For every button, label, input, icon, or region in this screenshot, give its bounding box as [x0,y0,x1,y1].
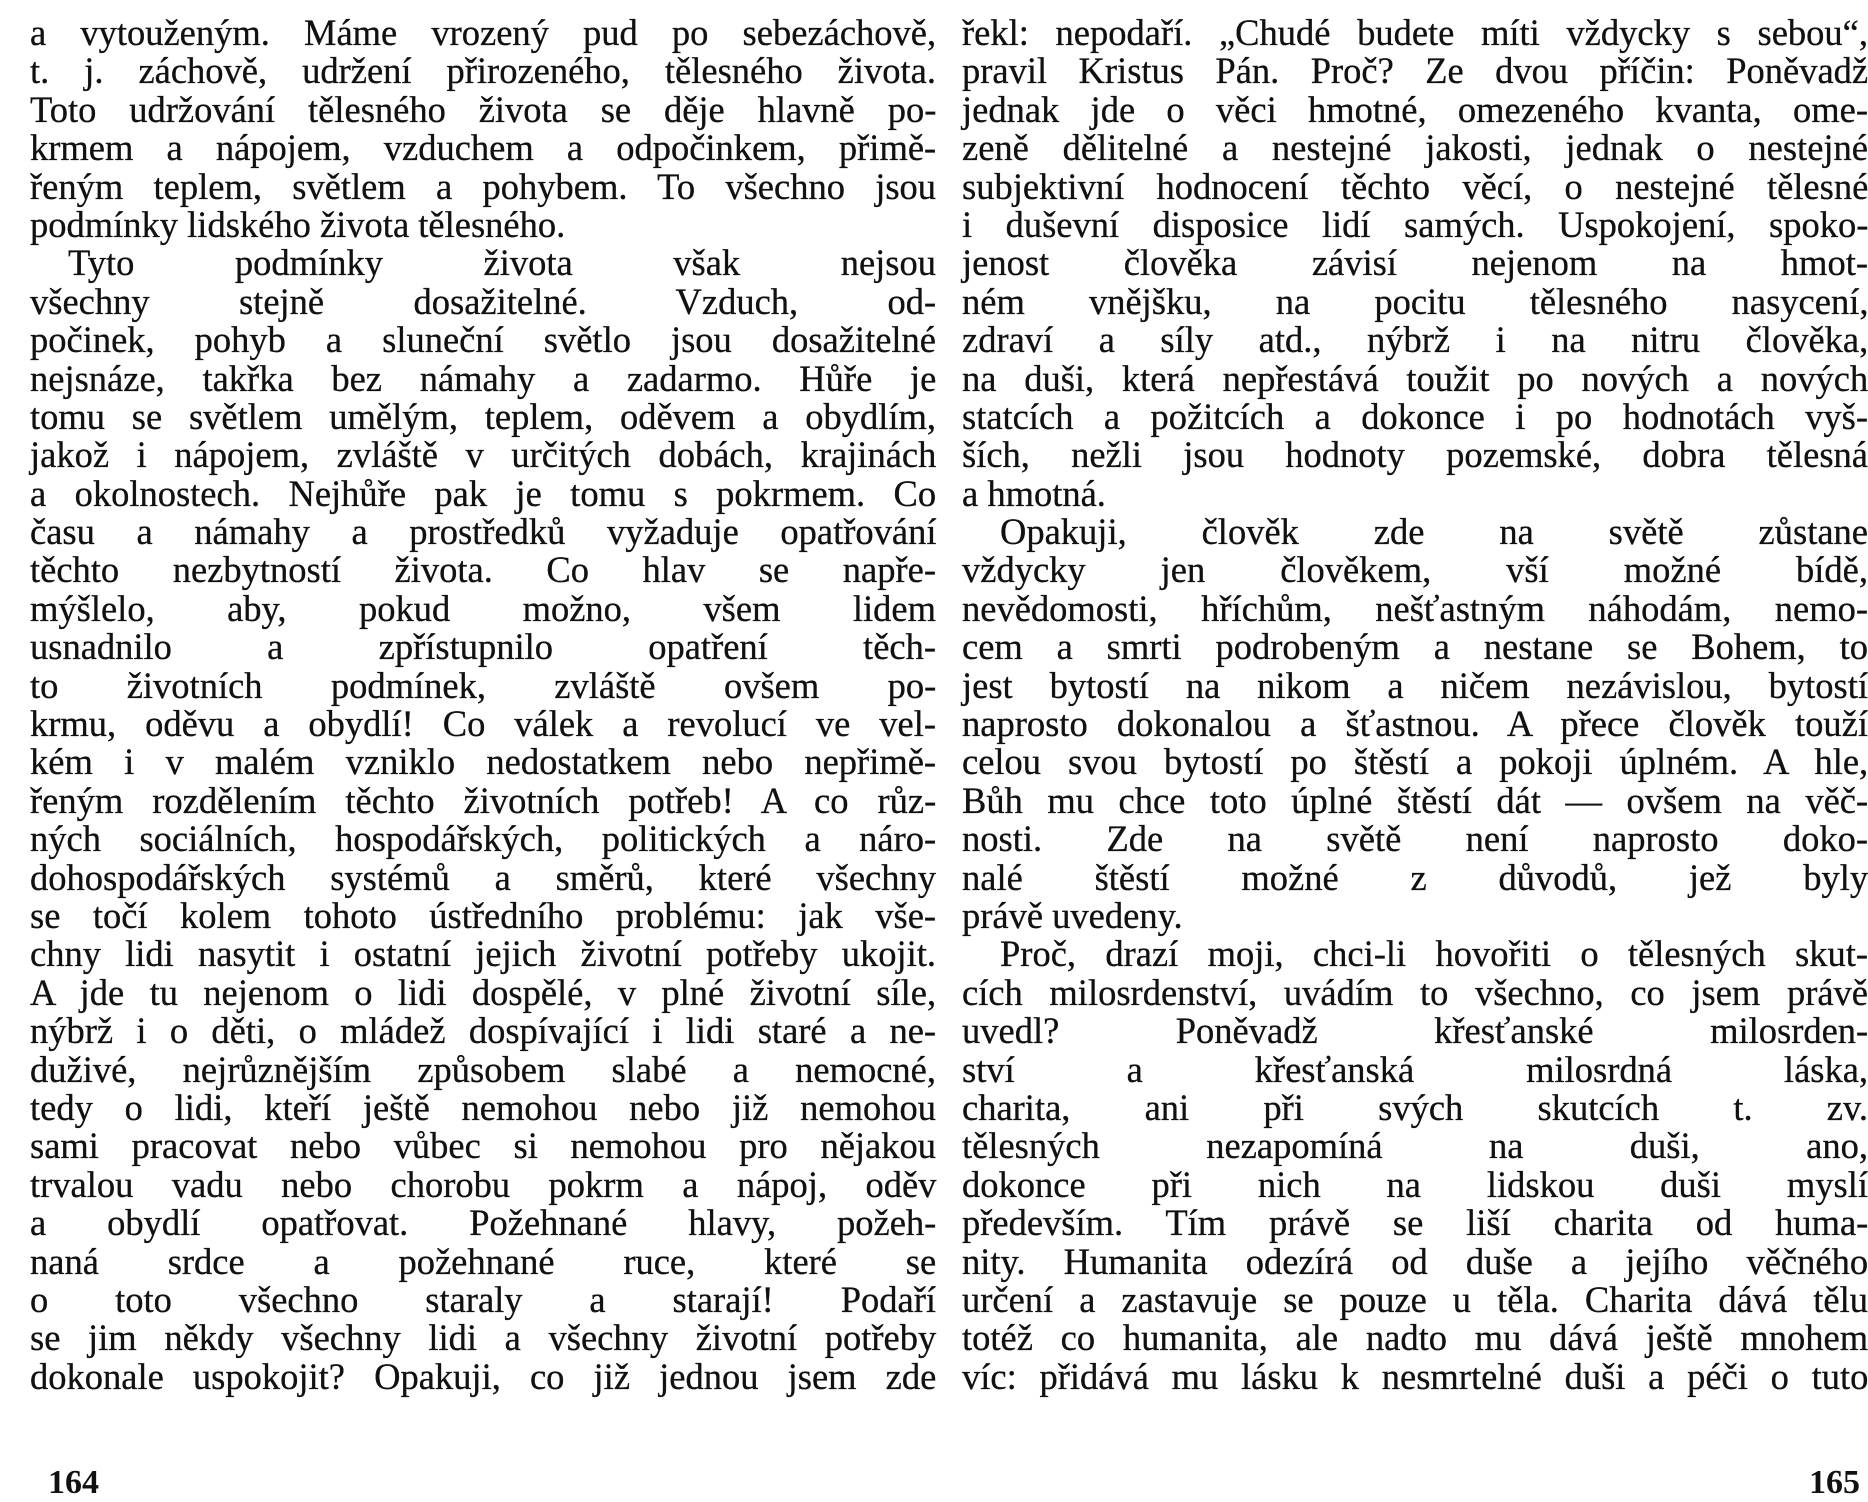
text-line: Bůh mu chce toto úplné štěstí dát — ovšem na věč- [962,779,1868,821]
text-line: subjektivní hodnocení těchto věcí, o nestejné tělesné [962,165,1868,207]
text-line: víc: přidává mu lásku k nesmrtelné duši a péči o tuto [962,1355,1868,1397]
text-line: kém i v malém vzniklo nedostatkem nebo nepřimě- [30,741,937,783]
text-line: cem a smrti podrobeným a nestane se Bohem, to [962,626,1868,668]
text-line: A jde tu nejenom o lidi dospělé, v plné životní síle, [30,971,937,1013]
text-line: nejsnáze, takřka bez námahy a zadarmo. Hůře je [30,357,937,399]
text-line: Opakuji, člověk zde na světě zůstane [1000,511,1868,553]
text-line: trvalou vadu nebo chorobu pokrm a nápoj, oděv [30,1163,937,1205]
text-line: ství a křesťanská milosrdná láska, [962,1048,1868,1090]
text-line: řekl: nepodaří. „Chudé budete míti vždycky s sebou“, [962,12,1868,53]
text-line: určení a zastavuje se pouze u těla. Charita dává tělu [962,1278,1868,1320]
text-line: ných sociálních, hospodářských, politických a náro- [30,818,937,860]
text-line: Tyto podmínky života však nejsou [68,242,936,284]
text-line: podmínky lidského života tělesného. [30,203,566,245]
text-line: i duševní disposice lidí samých. Uspokojení, spoko- [962,203,1868,245]
text-line: a vytouženým. Máme vrozený pud po sebezáchově, [30,12,937,53]
text-line: zeně dělitelné a nestejné jakosti, jednak o nestejné [962,127,1868,169]
text-line: dohospodářských systémů a směrů, které všechny [30,856,936,898]
text-line: a obydlí opatřovat. Požehnané hlavy, požeh- [30,1202,937,1244]
text-line: zdraví a síly atd., nýbrž i na nitru člověka, [962,319,1868,361]
text-line: krmu, oděvu a obydlí! Co válek a revolucí ve vel- [30,703,936,745]
text-line: právě uvedeny. [962,894,1183,936]
text-line: jenost člověka závisí nejenom na hmot- [962,242,1868,284]
text-line: to životních podmínek, zvláště ovšem po- [30,664,937,706]
text-line: a okolnostech. Nejhůře pak je tomu s pokrmem. Co [30,472,937,514]
text-line: dokonce při nich na lidskou duši myslí [962,1163,1868,1205]
text-line: Toto udržování tělesného života se děje hlavně po- [30,88,937,130]
text-line: celou svou bytostí po štěstí a pokoji úplném. A hle, [962,741,1868,783]
text-line: všechny stejně dosažitelné. Vzduch, od- [30,280,937,322]
text-line: tomu se světlem umělým, teplem, oděvem a obydlím, [30,395,936,437]
text-line: nalé štěstí možné z důvodů, jež byly [962,856,1868,898]
text-line: tedy o lidi, kteří ještě nemohou nebo již nemohou [30,1086,936,1128]
text-line: statcích a požitcích a dokonce i po hodnotách vyš- [962,395,1868,437]
right-page [962,12,1868,1501]
text-line: nity. Humanita odezírá od duše a jejího věčného [962,1240,1868,1282]
text-line: tělesných nezapomíná na duši, ano, [962,1125,1868,1167]
text-line: počinek, pohyb a sluneční světlo jsou dosažitelné [30,319,936,361]
right-page-text [962,14,1868,1396]
text-line: vždycky jen člověkem, vší možné bídě, [962,549,1868,591]
text-line: ném vnějšku, na pocitu tělesného nasycení, [962,280,1868,322]
text-line: usnadnilo a zpřístupnilo opatření těch- [30,626,936,668]
text-line: cích milosrdenství, uvádím to všechno, co jsem právě [962,971,1868,1013]
text-line: t. j. záchově, udržení přirozeného, tělesného života. [30,50,936,92]
text-line: mýšlelo, aby, pokud možno, všem lidem [30,587,936,629]
text-line: jednak jde o věci hmotné, omezeného kvanta, ome- [962,88,1868,130]
text-line: uvedl? Poněvadž křesťanské milosrden- [962,1010,1868,1052]
text-line: chny lidi nasytit i ostatní jejich životní potřeby ukojit. [30,933,936,975]
text-line: naprosto dokonalou a šťastnou. A přece člověk touží [962,703,1868,745]
text-line: Proč, drazí moji, chci-li hovořiti o tělesných skut- [1000,933,1868,975]
text-line: času a námahy a prostředků vyžaduje opatřování [30,511,937,553]
text-line: duživé, nejrůznějším způsobem slabé a nemocné, [30,1048,936,1090]
left-page [30,12,937,1501]
right-page-number: 165 [1809,1464,1860,1501]
text-line: ších, nežli jsou hodnoty pozemské, dobra tělesná [962,434,1868,476]
text-line: nosti. Zde na světě není naprosto doko- [962,818,1868,860]
text-line: sami pracovat nebo vůbec si nemohou pro nějakou [30,1125,936,1167]
text-line: těchto nezbytností života. Co hlav se napře- [30,549,936,591]
text-line: o toto všechno staraly a starají! Podaří [30,1278,936,1320]
text-line: jakož i nápojem, zvláště v určitých dobách, krajinách [30,434,937,476]
text-line: se točí kolem tohoto ústředního problému: jak vše- [30,894,937,936]
text-line: řeným teplem, světlem a pohybem. To všechno jsou [30,165,937,207]
text-line: krmem a nápojem, vzduchem a odpočinkem, přimě- [30,127,937,169]
left-page-text [30,14,936,1396]
text-line: a hmotná. [962,472,1106,514]
text-line: dokonale uspokojit? Opakuji, co již jednou jsem zde [30,1355,937,1397]
text-line: nevědomosti, hříchům, nešťastným náhodám, nemo- [962,587,1868,629]
text-line: především. Tím právě se liší charita od huma- [962,1202,1868,1244]
text-line: charita, ani při svých skutcích t. zv. [962,1086,1868,1128]
left-page-number: 164 [48,1464,99,1501]
text-line: se jim někdy všechny lidi a všechny životní potřeby [30,1317,937,1359]
text-line: pravil Kristus Pán. Proč? Ze dvou příčin: Poněvadž [962,50,1868,92]
text-line: totéž co humanita, ale nadto mu dává ještě mnohem [962,1317,1868,1359]
text-line: řeným rozdělením těchto životních potřeb! A co růz- [30,779,937,821]
text-line: na duši, která nepřestává toužit po nových a nových [962,357,1868,399]
text-line: nýbrž i o děti, o mládež dospívající i lidi staré a ne- [30,1010,937,1052]
text-line: jest bytostí na nikom a ničem nezávislou, bytostí [962,664,1868,706]
text-line: naná srdce a požehnané ruce, které se [30,1240,937,1282]
